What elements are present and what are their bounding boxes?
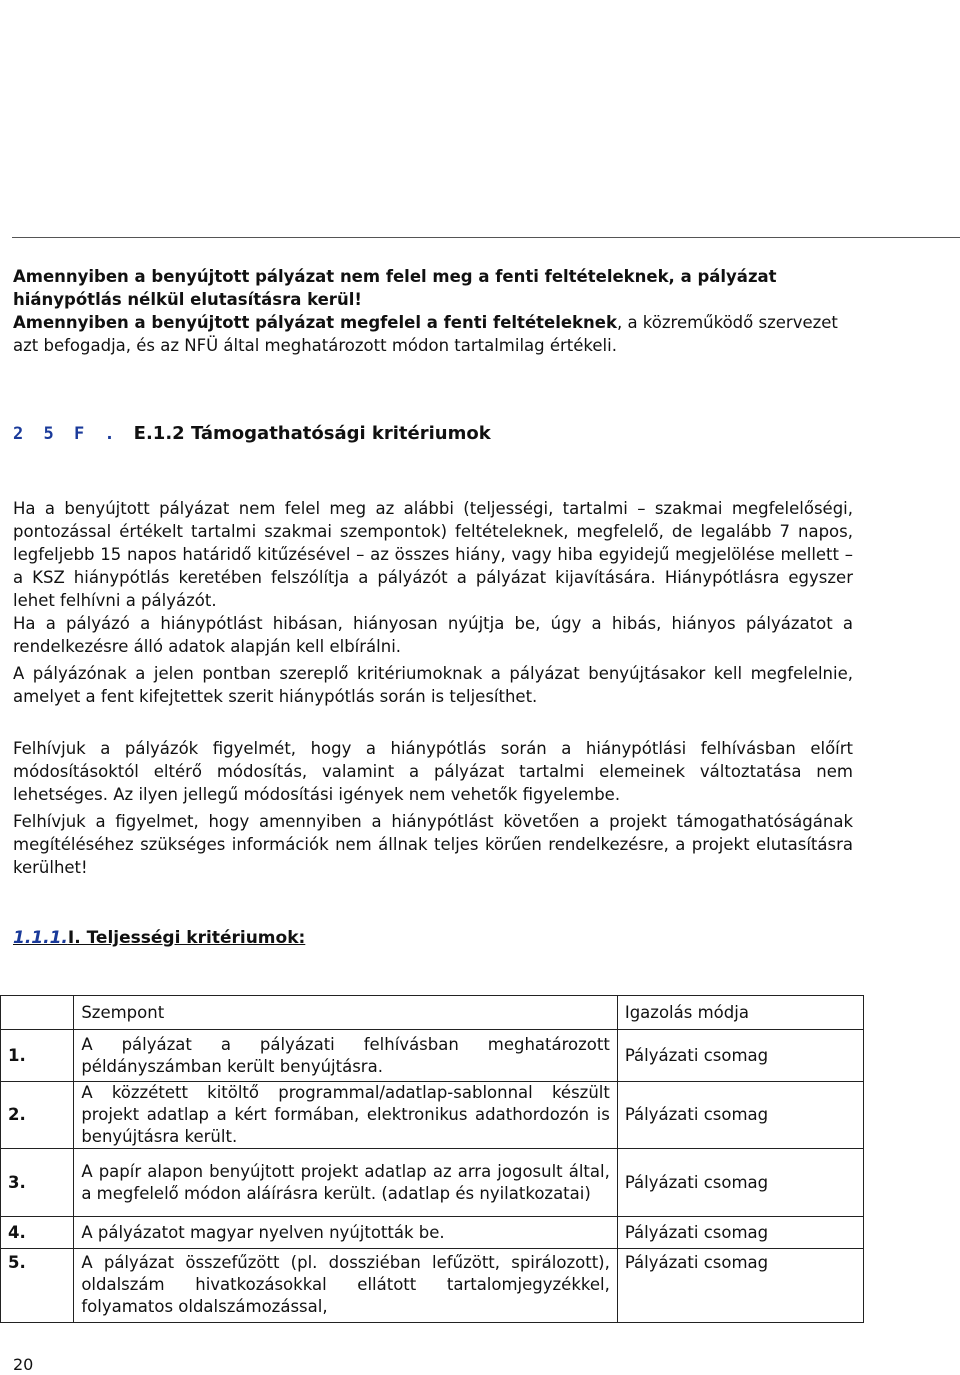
row-proof: Pályázati csomag — [617, 1217, 863, 1249]
acceptance-notice — [13, 311, 853, 357]
paragraph-faulty-submission: Ha a pályázó a hiánypótlást hibásan, hiányosan nyújtja be, úgy a hibás, hiányos pályázatot a rendelkezésre álló adatok alapján kell elbírálni. — [13, 614, 853, 656]
table-row — [1, 1082, 864, 1149]
paragraph-rejection-warning: Felhívjuk a figyelmet, hogy amennyiben a hiánypótlást követően a projekt támogathatóságának megítéléséhez szükséges információk nem állnak teljes körűen rendelkezésre, a projekt elutasításra kerülhet! — [13, 812, 853, 877]
row-proof: Pályázati csomag — [617, 1149, 863, 1217]
row-index: 5. — [1, 1249, 74, 1323]
acceptance-lead: Amennyiben a benyújtott pályázat megfelel a fenti feltételeknek — [13, 313, 617, 332]
subsection-number: 1.1.1. — [13, 928, 68, 948]
completeness-criteria-table — [0, 995, 864, 1323]
page-number: 20 — [13, 1355, 34, 1374]
section-number-prefix: 2 5 F . — [13, 424, 120, 444]
paragraph-modification-warning: Felhívjuk a pályázók figyelmét, hogy a hiánypótlás során a hiánypótlási felhívásban előírt módosításoktól eltérő módosítás, valamint a pályázat tartalmi elemeinek változtatása nem lehetséges. Az ilyen jellegű módosítási igények nem vehetők figyelembe. — [13, 739, 853, 804]
top-divider — [12, 237, 960, 238]
row-proof: Pályázati csomag — [617, 1030, 863, 1082]
body-paragraph — [13, 662, 853, 708]
row-index: 4. — [1, 1217, 74, 1249]
table-row — [1, 1030, 864, 1082]
header-index — [1, 996, 74, 1030]
table-row — [1, 1249, 864, 1323]
row-index: 2. — [1, 1082, 74, 1149]
paragraph-criteria-compliance: A pályázónak a jelen pontban szereplő kritériumoknak a pályázat benyújtásakor kell megfelelnie, amelyet a fent kifejtettek szerit hiánypótlás során is teljesíthet. — [13, 664, 853, 706]
subsection-title: I. Teljességi kritériumok: — [67, 928, 306, 948]
acceptance-rest: , a közreműködő szervezet azt befogadja, és az NFÜ által meghatározott módon tartalmilag értékeli. — [13, 313, 838, 355]
table-row — [1, 1217, 864, 1249]
body-paragraph — [13, 497, 853, 612]
header-criterion: Szempont — [74, 996, 618, 1030]
row-criterion: A papír alapon benyújtott projekt adatlap az arra jogosult által, a megfelelő módon aláírásra került. (adatlap és nyilatkozatai) — [74, 1149, 618, 1217]
section-title: E.1.2 Támogathatósági kritériumok — [133, 423, 491, 444]
body-paragraph — [13, 737, 853, 806]
table-header-row — [1, 996, 864, 1030]
table-row — [1, 1149, 864, 1217]
row-criterion: A pályázatot magyar nyelven nyújtották be. — [74, 1217, 618, 1249]
body-paragraph — [13, 810, 853, 879]
header-proof: Igazolás módja — [617, 996, 863, 1030]
row-proof: Pályázati csomag — [617, 1082, 863, 1149]
row-criterion: A közzétett kitöltő programmal/adatlap-sablonnal készült projekt adatlap a kért formában, elektronikus adathordozón is benyújtásra került. — [74, 1082, 618, 1149]
row-proof: Pályázati csomag — [617, 1249, 863, 1323]
subsection-heading — [13, 928, 305, 948]
paragraph-deficiency: Ha a benyújtott pályázat nem felel meg az alábbi (teljességi, tartalmi – szakmai megfelelőségi, pontozással értékelt tartalmi szakmai szempontok) feltételeknek, megfelelő, de legalább 7 napos, legfeljebb 15 napos határidő kitűzésével – az összes hiány, vagy hiba egyidejű megjelölése mellett – a KSZ hiánypótlás keretében felszólítja a pályázót a pályázat kijavítására. Hiánypótlásra egyszer lehet felhívni a pályázót. — [13, 499, 853, 610]
row-index: 3. — [1, 1149, 74, 1217]
row-index: 1. — [1, 1030, 74, 1082]
rejection-notice: Amennyiben a benyújtott pályázat nem felel meg a fenti feltételeknek, a pályázat hiánypótlás nélkül elutasításra kerül! — [13, 267, 777, 309]
row-criterion: A pályázat összefűzött (pl. dossziéban lefűzött, spirálozott), oldalszám hivatkozásokkal ellátott tartalomjegyzékkel, folyamatos oldalszámozással, — [74, 1249, 618, 1323]
section-heading — [13, 423, 491, 444]
intro-block — [13, 265, 853, 357]
body-paragraph — [13, 612, 853, 658]
row-criterion: A pályázat a pályázati felhívásban meghatározott példányszámban került benyújtásra. — [74, 1030, 618, 1082]
